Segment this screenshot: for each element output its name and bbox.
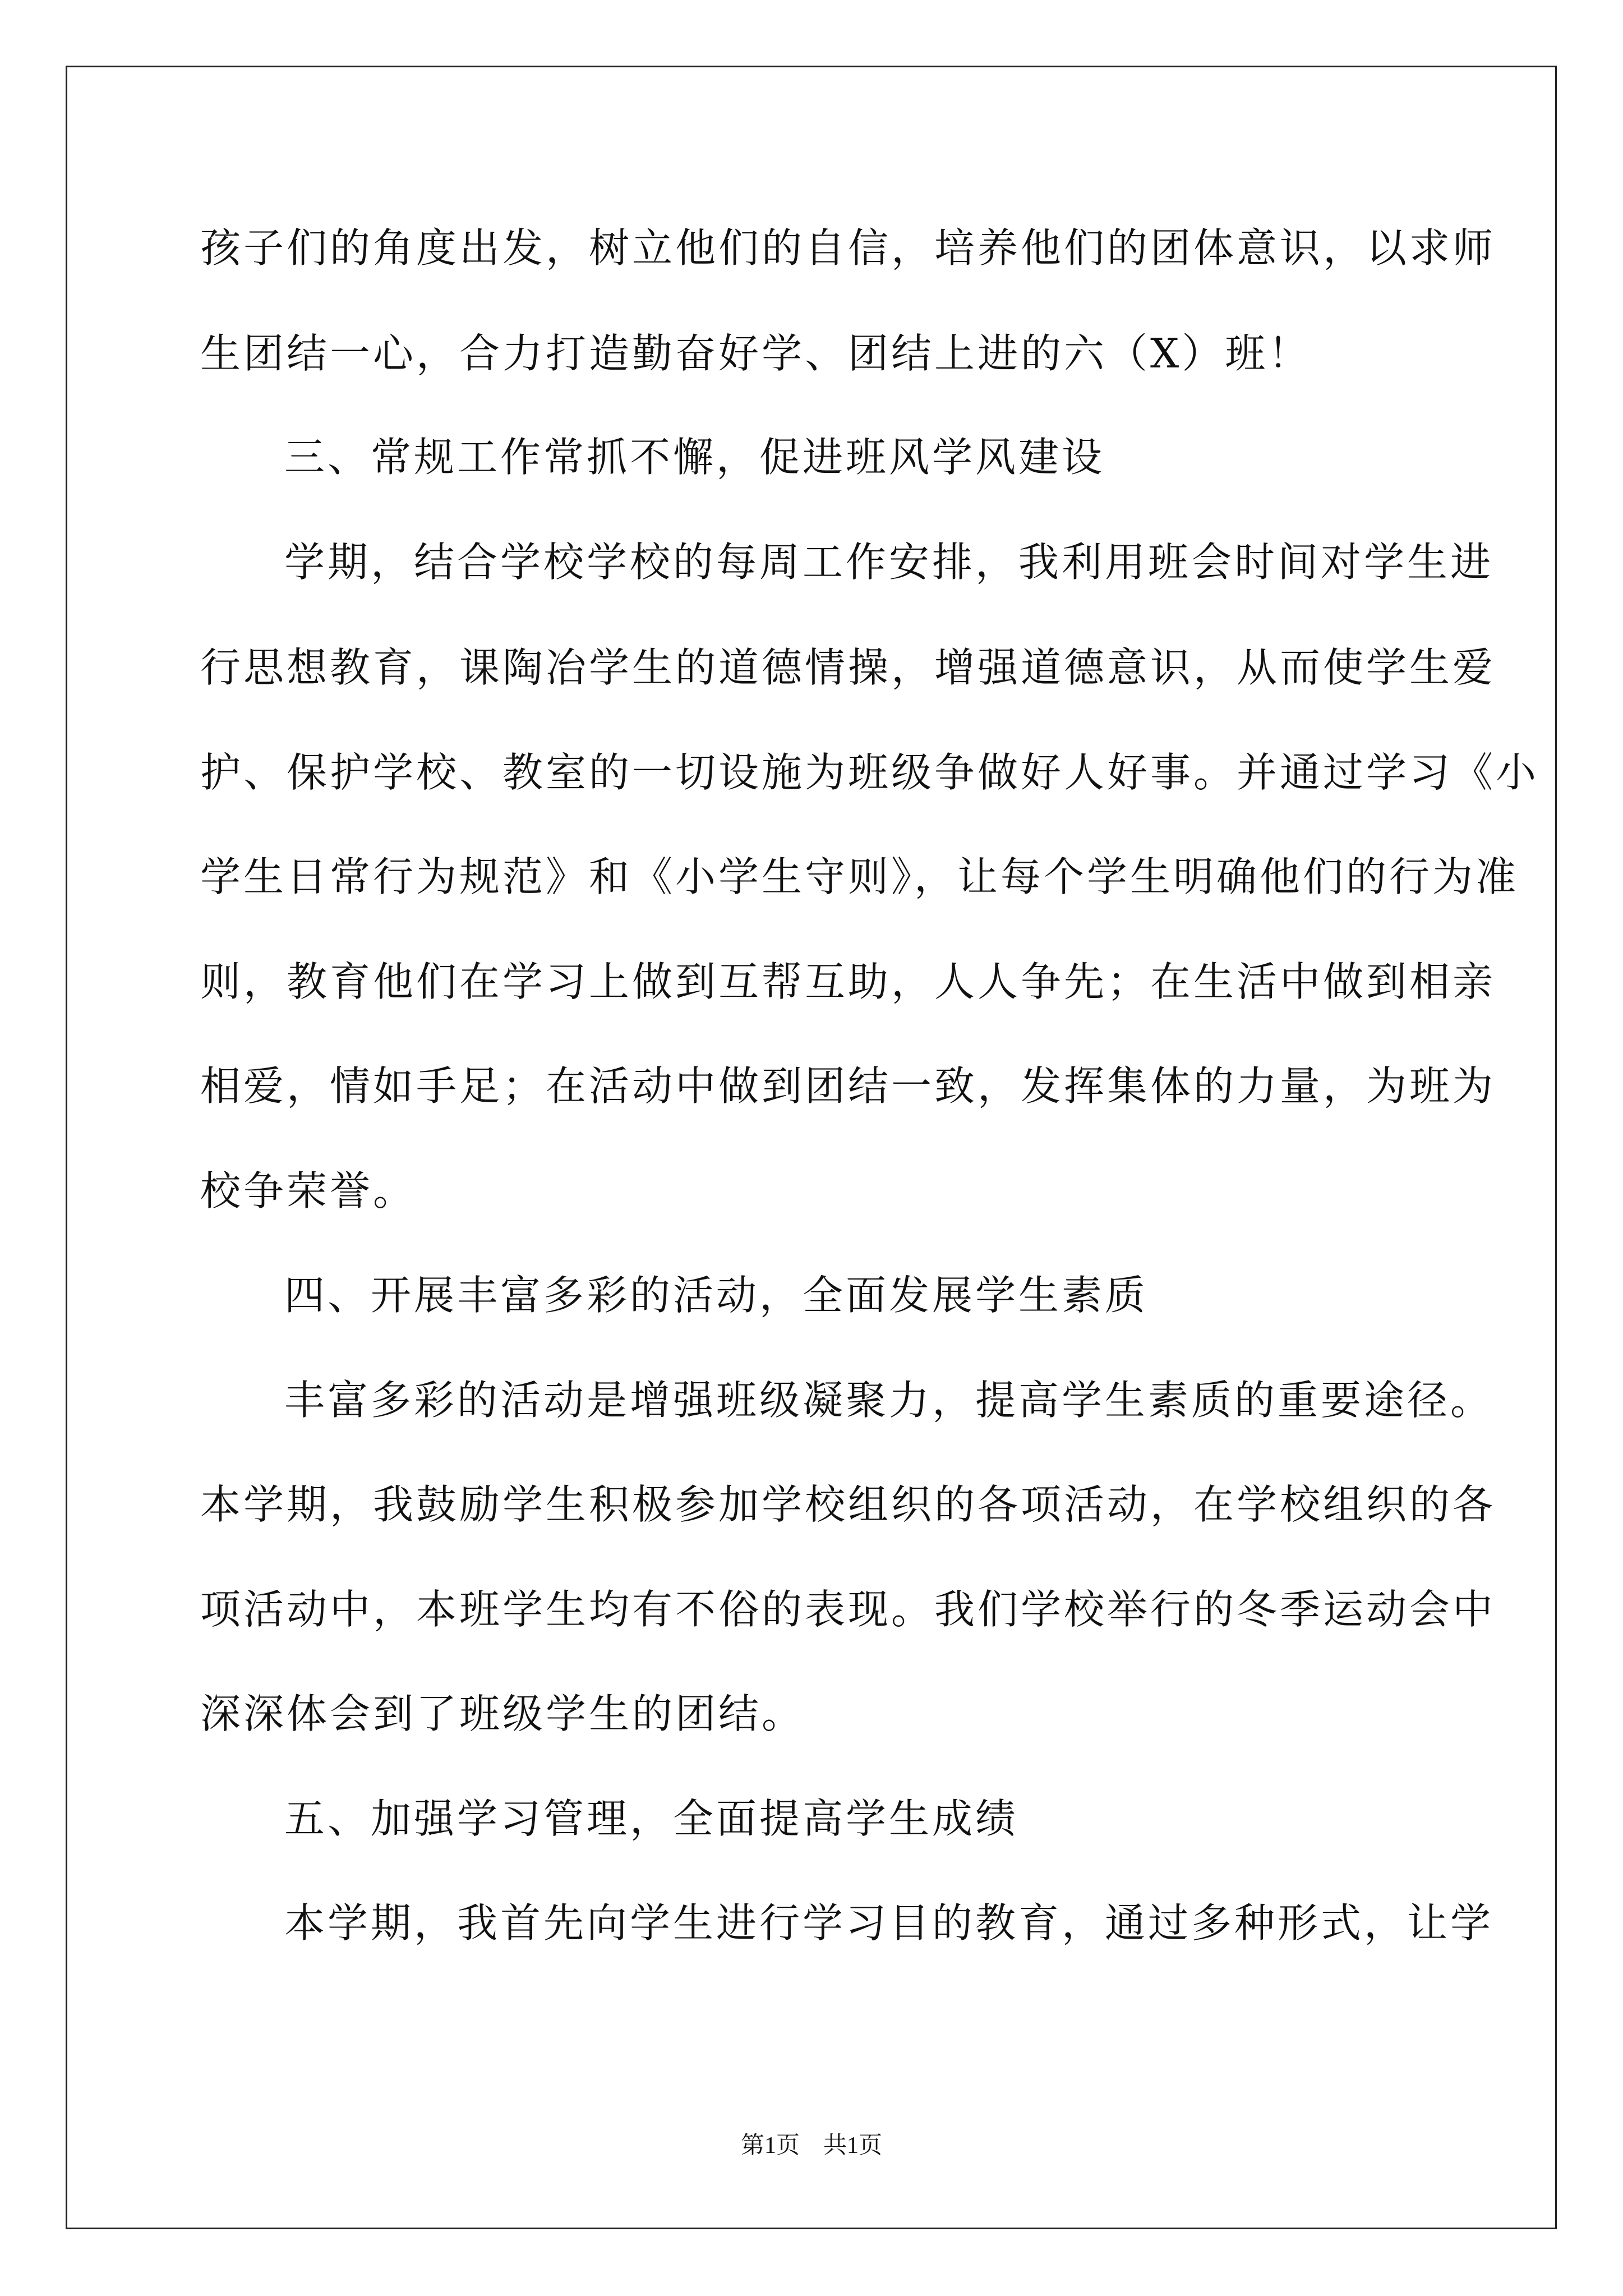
- paragraph-line: 深深体会到了班级学生的团结。: [200, 1690, 805, 1737]
- section-heading: 三、常规工作常抓不懈，促进班风学风建设: [284, 434, 1105, 481]
- paragraph-line: 学期，结合学校学校的每周工作安排，我利用班会时间对学生进: [284, 539, 1494, 586]
- paragraph-line: 校争荣誉。: [200, 1167, 417, 1214]
- section-heading: 四、开展丰富多彩的活动，全面发展学生素质: [284, 1272, 1149, 1319]
- paragraph-line: 相爱，情如手足；在活动中做到团结一致，发挥集体的力量，为班为: [200, 1062, 1496, 1110]
- paragraph-line: 孩子们的角度出发，树立他们的自信，培养他们的团体意识，以求师: [200, 224, 1496, 272]
- paragraph-line: 学生日常行为规范》和《小学生守则》，让每个学生明确他们的行为准: [200, 853, 1519, 900]
- paragraph-line: 项活动中，本班学生均有不俗的表现。我们学校举行的冬季运动会中: [200, 1586, 1496, 1633]
- section-heading: 五、加强学习管理，全面提高学生成绩: [284, 1795, 1019, 1842]
- paragraph-line: 丰富多彩的活动是增强班级凝聚力，提高学生素质的重要途径。: [284, 1377, 1494, 1424]
- paragraph-line: 生团结一心，合力打造勤奋好学、团结上进的六（X）班！: [200, 330, 1312, 377]
- paragraph-line: 行思想教育，课陶冶学生的道德情操，增强道德意识，从而使学生爱: [200, 644, 1496, 691]
- paragraph-line: 本学期，我首先向学生进行学习目的教育，通过多种形式，让学: [284, 1899, 1494, 1947]
- paragraph-line: 护、保护学校、教室的一切设施为班级争做好人好事。并通过学习《小: [200, 749, 1539, 796]
- paragraph-line: 则，教育他们在学习上做到互帮互助，人人争先；在生活中做到相亲: [200, 958, 1496, 1005]
- page-footer: 第1页 共1页: [740, 2133, 882, 2159]
- paragraph-line: 本学期，我鼓励学生积极参加学校组织的各项活动，在学校组织的各: [200, 1481, 1496, 1528]
